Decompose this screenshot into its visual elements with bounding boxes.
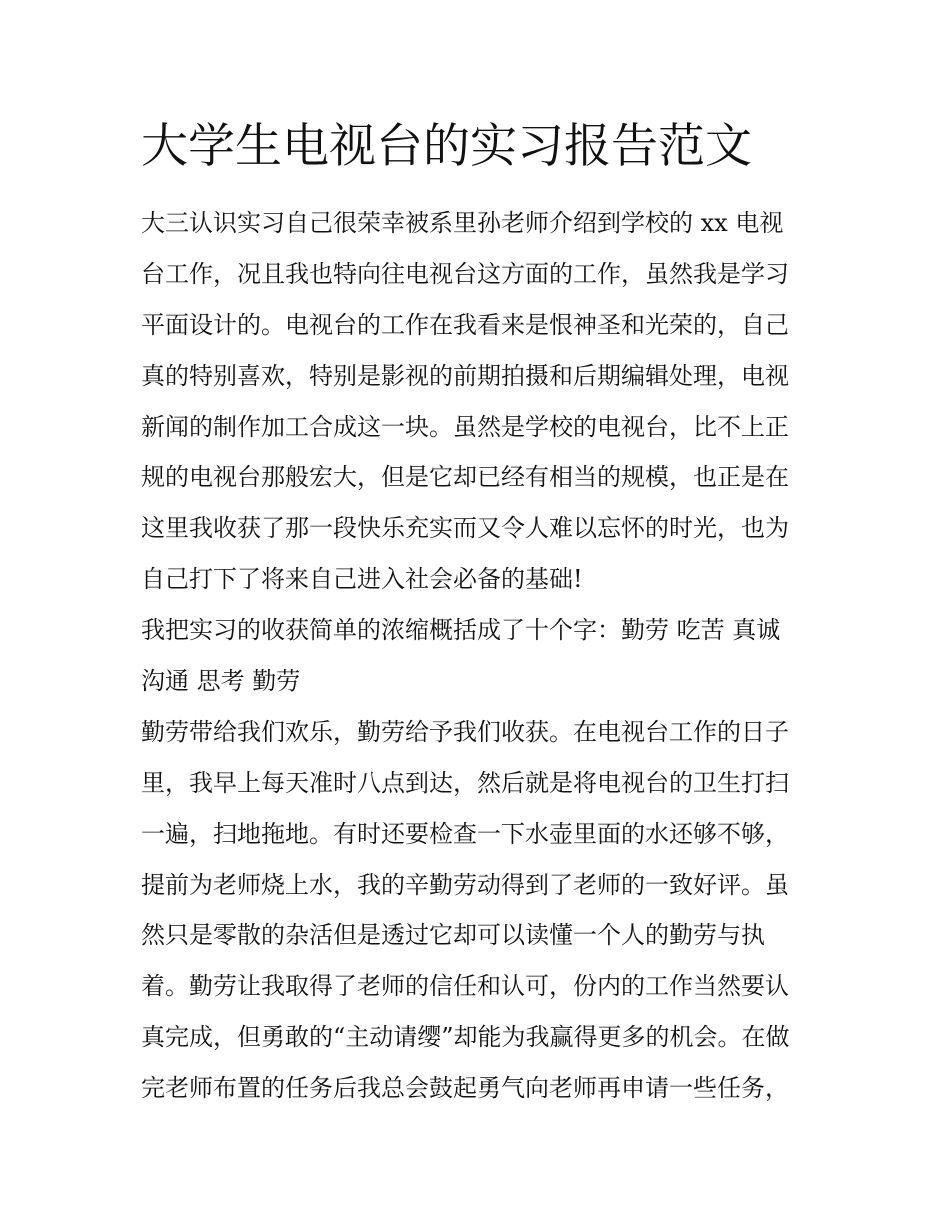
body-line: 一遍，扫地拖地。有时还要检查一下水壶里面的水还够不够， (141, 819, 789, 848)
body-line: 我把实习的收获简单的浓缩概括成了十个字：勤劳 吃苦 真诚 (141, 616, 781, 645)
body-line: 真的特别喜欢，特别是影视的前期拍摄和后期编辑处理，电视 (141, 361, 789, 390)
body-line: 台工作，况且我也特向往电视台这方面的工作，虽然我是学习 (141, 259, 789, 288)
body-line: 新闻的制作加工合成这一块。虽然是学校的电视台，比不上正 (141, 412, 789, 441)
body-line: 大三认识实习自己很荣幸被系里孙老师介绍到学校的 xx 电视 (141, 209, 784, 237)
body-line: 这里我收获了那一段快乐充实而又令人难以忘怀的时光，也为 (141, 514, 789, 543)
body-line: 规的电视台那般宏大，但是它却已经有相当的规模，也正是在 (141, 463, 789, 492)
body-line: 着。勤劳让我取得了老师的信任和认可，份内的工作当然要认 (141, 972, 789, 1001)
body-line: 然只是零散的杂活但是透过它却可以读懂一个人的勤劳与执 (141, 921, 765, 950)
document-title: 大学生电视台的实习报告范文 (141, 119, 752, 174)
body-line: 平面设计的。电视台的工作在我看来是恨神圣和光荣的，自己 (141, 310, 789, 339)
body-line: 勤劳带给我们欢乐，勤劳给予我们收获。在电视台工作的日子 (141, 717, 789, 746)
body-line: 提前为老师烧上水，我的辛勤劳动得到了老师的一致好评。虽 (141, 870, 789, 899)
document-body (141, 198, 821, 1114)
body-line: 沟通 思考 勤劳 (141, 667, 301, 696)
body-line: 自己打下了将来自己进入社会必备的基础! (141, 565, 583, 594)
body-line: 真完成，但勇敢的“主动请缨”却能为我赢得更多的机会。在做 (141, 1023, 790, 1052)
body-line: 里，我早上每天准时八点到达，然后就是将电视台的卫生打扫 (141, 768, 789, 797)
body-line: 完老师布置的任务后我总会鼓起勇气向老师再申请一些任务， (141, 1074, 789, 1103)
